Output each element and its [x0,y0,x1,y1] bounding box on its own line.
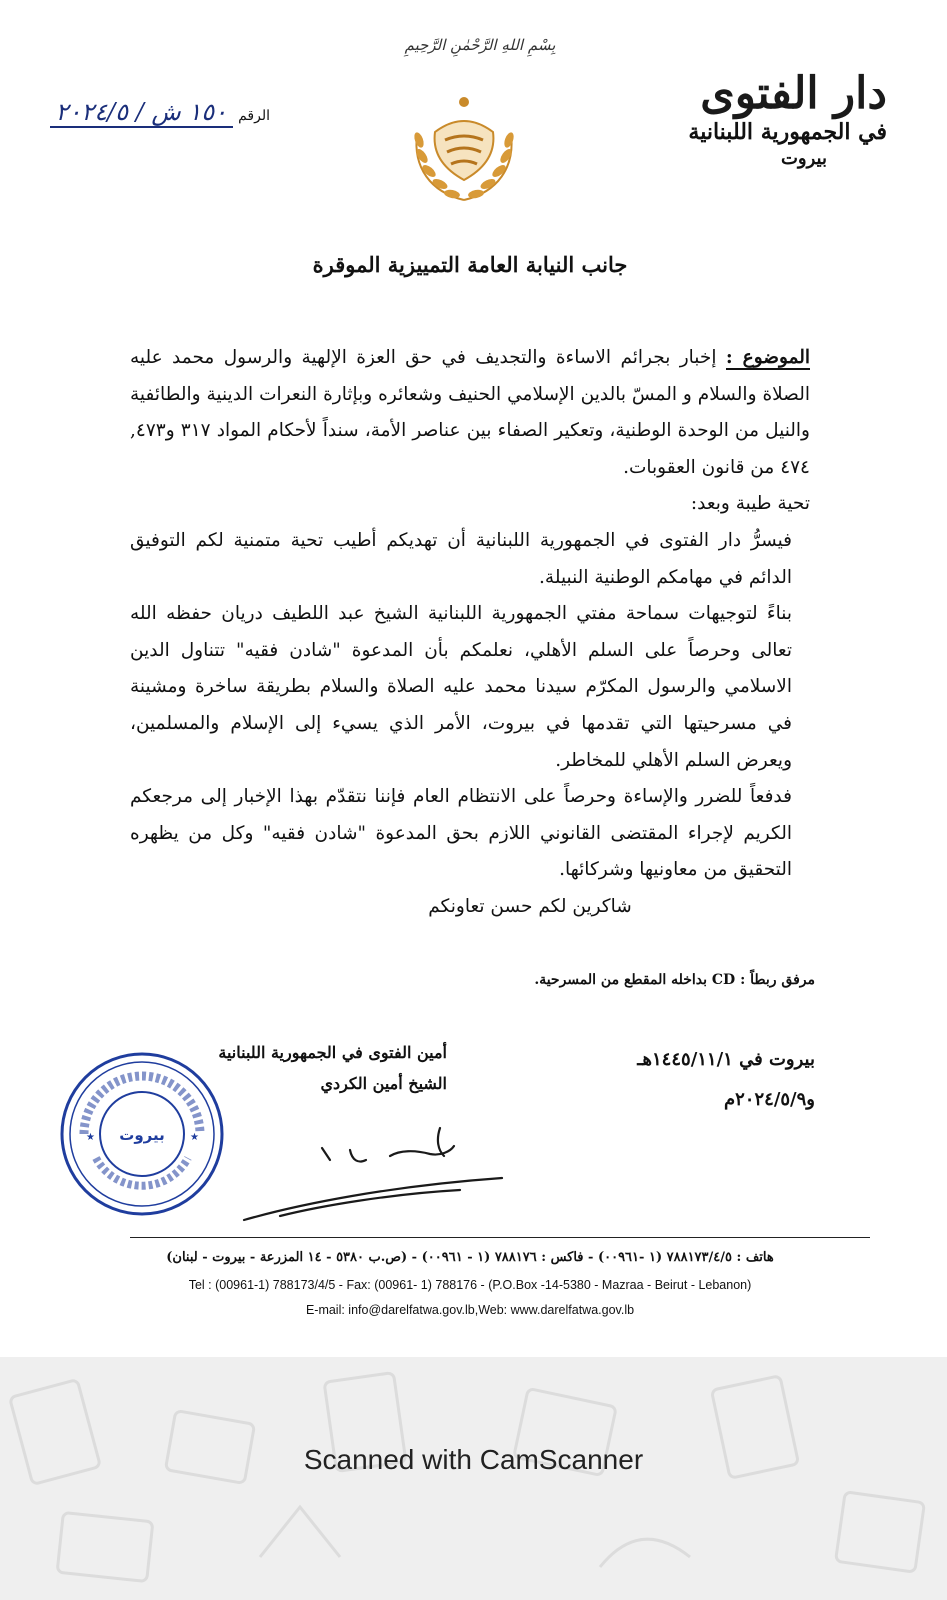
letterhead [627,70,887,172]
reference-value: ١٥٠ ش / ٢٠٢٤/٥ [50,98,234,128]
footer-english-contact: Tel : (00961-1) 788173/4/5 - Fax: (00961- 1) 788176 - (P.O.Box -14-5380 - Mazraa - Beirut - Lebanon) [188,1278,752,1292]
scanner-watermark-band [0,1357,947,1600]
watermark-pattern [0,1357,947,1600]
letterhead-title: دار الفتوى [700,68,887,119]
basmala: بِسْمِ اللهِ الرَّحْمٰنِ الرَّحِيمِ [404,36,556,54]
scanned-with-camscanner: Scanned with CamScanner [303,1444,644,1475]
stamp-center-text: بيروت [119,1126,165,1144]
addressee: جانب النيابة العامة التمييزية الموقرة [312,252,628,277]
paragraph-1: فيسرُّ دار الفتوى في الجمهورية اللبنانية أن تهديكم أطيب تحية متمنية لكم التوفيق الدائم في مهامكم الوطنية النبيلة. [130,529,792,588]
attachment-note: مرفق ربطاً : CD بداخله المقطع من المسرحية. [534,972,815,988]
date-gregorian: و٢٠٢٤/٥/٩م [723,1089,815,1110]
signatory-name: الشيخ أمين الكردي [320,1074,447,1093]
signatory-title: أمين الفتوى في الجمهورية اللبنانية [218,1043,447,1062]
dar-al-fatwa-emblem [405,92,523,210]
letterhead-subtitle: في الجمهورية اللبنانية [688,119,887,145]
reference-label: الرقم [238,108,270,124]
letterhead-city: بيروت [780,148,827,169]
subject-label: الموضوع : [725,347,810,368]
date-hijri: بيروت في ١٤٤٥/١١/١هـ [637,1049,815,1070]
greeting: تحية طيبة وبعد: [690,493,810,515]
paragraph-2: بناءً لتوجيهات سماحة مفتي الجمهورية اللبنانية الشيخ عبد اللطيف دريان حفظه الله تعالى وحرصاً على السلم الأهلي، نعلمكم بأن المدعوة "شادن فقيه" تتناول الدين الاسلامي والرسول المكرّم سيدنا محمد عليه الصلاة والسلام بطريقة ساخرة ومشينة في مسرحيتها التي تقدمها في بيروت، الأمر الذي يسيء إلى الإسلام والمسلمين، ويعرض السلم الأهلي للمخاطر. [130,603,792,771]
footer-email-web: E-mail: info@darelfatwa.gov.lb,Web: www.darelfatwa.gov.lb [305,1303,635,1317]
reference-number [10,98,270,126]
letter-body [130,340,810,926]
handwritten-signature [240,1120,510,1230]
footer-divider [130,1237,870,1238]
subject [130,340,810,486]
official-stamp [56,1048,228,1220]
closing: شاكرين لكم حسن تعاونكم [428,895,632,917]
svg-text:★: ★ [190,1132,199,1143]
date-block [637,1040,815,1120]
paragraph-3: فدفعاً للضرر والإساءة وحرصاً على الانتظام العام فإننا نتقدّم بهذا الإخبار إلى مرجعكم الكريم لإجراء المقتضى القانوني اللازم بحق المدعوة "شادن فقيه" وكل من يظهره التحقيق من معاونيها وشركائها. [130,786,792,881]
subject-text: إخبار بجرائم الاساءة والتجديف في حق العزة الإلهية والرسول محمد عليه الصلاة والسلام و المسّ بالدين الإسلامي الحنيف وشعائره وبإثارة النعرات الدينية والطائفية والنيل من الوحدة الوطنية، وتعكير الصفاء بين عناصر الأمة، سنداً لأحكام المواد ٣١٧ و٤٧٣, ٤٧٤ من قانون العقوبات. [130,347,810,478]
footer-arabic-contact: هاتف : ٧٨٨١٧٣/٤/٥ (١ -٠٠٩٦١) - فاكس : ٧٨٨١٧٦ (١ - ٠٠٩٦١) - (ص.ب ٥٣٨٠ - ١٤ المزرعة - بيروت - لبنان) [166,1250,774,1265]
svg-text:★: ★ [86,1132,95,1143]
